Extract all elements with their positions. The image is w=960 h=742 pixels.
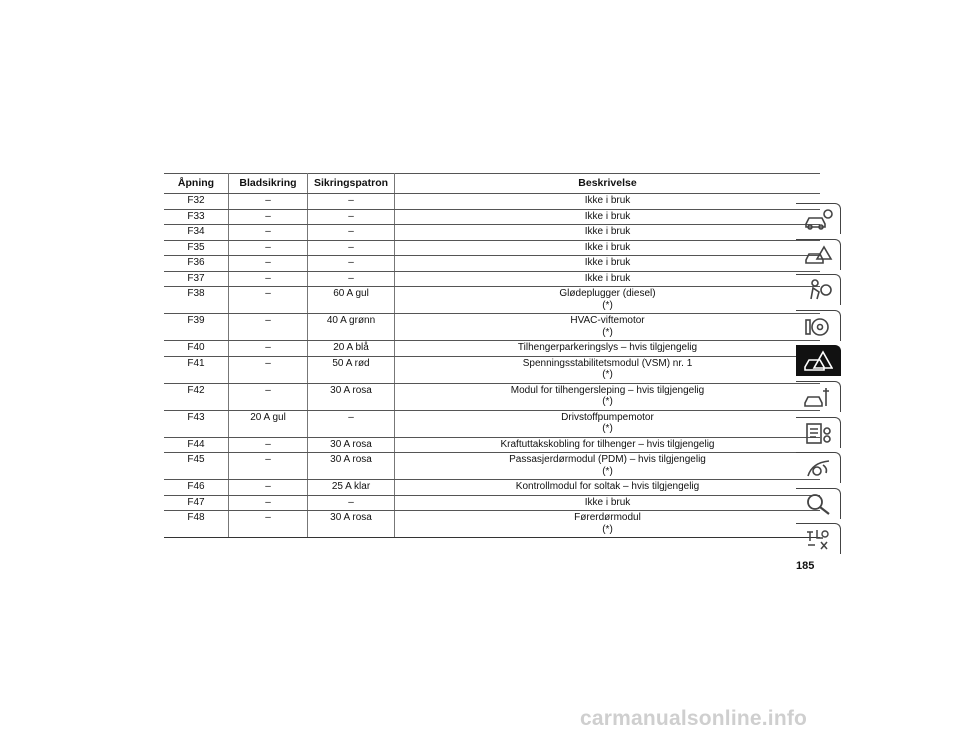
cell-blade-fuse: – [229, 209, 308, 225]
car-service-tools-icon [803, 385, 833, 409]
table-row [164, 256, 820, 272]
chapter-sidebar [796, 203, 842, 559]
table-row [164, 240, 820, 256]
cell-blade-fuse: – [229, 453, 308, 480]
sidebar-tab-language[interactable] [796, 523, 841, 554]
cell-cartridge-fuse: – [308, 495, 395, 511]
description-line: Tilhengerparkeringslys – hvis tilgjengelig [517, 342, 698, 353]
cell-cavity: F43 [164, 410, 229, 437]
cell-blade-fuse: – [229, 194, 308, 210]
table-row [164, 383, 820, 410]
description-line: Kraftuttakskobling for tilhenger – hvis tilgjengelig [500, 438, 715, 450]
description-line: (*) [602, 326, 613, 338]
cell-cavity: F40 [164, 341, 229, 357]
cell-cartridge-fuse: 25 A klar [308, 480, 395, 496]
cell-description [395, 240, 821, 256]
description-line: Ikke i bruk [584, 195, 631, 206]
header-cavity: Åpning [164, 174, 229, 194]
cell-cartridge-fuse: 50 A rød [308, 356, 395, 383]
cell-blade-fuse: – [229, 480, 308, 496]
cell-description [395, 383, 821, 410]
sidebar-tab-specifications-list[interactable] [796, 417, 841, 448]
header-cartridge-fuse: Sikringspatron [308, 174, 395, 194]
cell-blade-fuse: – [229, 271, 308, 287]
cell-blade-fuse: – [229, 383, 308, 410]
cell-description [395, 453, 821, 480]
cell-description [395, 437, 821, 453]
search-index-icon [803, 492, 833, 516]
cell-cartridge-fuse: 40 A grønn [308, 314, 395, 341]
cell-cartridge-fuse: – [308, 271, 395, 287]
cell-description [395, 194, 821, 210]
cell-cavity: F39 [164, 314, 229, 341]
cell-blade-fuse: – [229, 356, 308, 383]
table-row [164, 480, 820, 496]
cell-cartridge-fuse: 30 A rosa [308, 437, 395, 453]
cell-cartridge-fuse: – [308, 240, 395, 256]
cell-cavity: F35 [164, 240, 229, 256]
cell-blade-fuse: – [229, 287, 308, 314]
cell-cartridge-fuse: – [308, 256, 395, 272]
cell-cartridge-fuse: – [308, 225, 395, 241]
sidebar-tab-car-service-tools[interactable] [796, 381, 841, 412]
car-warning-icon [803, 243, 833, 267]
cell-blade-fuse: – [229, 511, 308, 538]
table-row [164, 314, 820, 341]
description-line: (*) [602, 423, 613, 434]
cell-cavity: F36 [164, 256, 229, 272]
table-row [164, 194, 820, 210]
cell-description [395, 511, 821, 538]
cell-blade-fuse: 20 A gul [229, 410, 308, 437]
car-emergency-icon [803, 349, 833, 373]
sidebar-tab-search-index[interactable] [796, 488, 841, 519]
sidebar-tab-car-warning[interactable] [796, 239, 841, 270]
cell-cavity: F46 [164, 480, 229, 496]
cell-description [395, 314, 821, 341]
cell-cartridge-fuse: 30 A rosa [308, 383, 395, 410]
description-line: Ikke i bruk [584, 272, 631, 284]
description-line: Førerdørmodul [574, 512, 641, 523]
description-line: (*) [602, 465, 613, 477]
cell-blade-fuse: – [229, 256, 308, 272]
sidebar-tab-steering-wheel[interactable] [796, 310, 841, 341]
table-row [164, 209, 820, 225]
cell-blade-fuse: – [229, 240, 308, 256]
cell-cartridge-fuse: 60 A gul [308, 287, 395, 314]
description-line: Modul for tilhengersleping – hvis tilgjengelig [510, 384, 705, 396]
description-line: (*) [602, 523, 613, 535]
description-line: Passasjerdørmodul (PDM) – hvis tilgjengelig [509, 454, 706, 465]
car-info-icon [803, 207, 833, 231]
cell-cavity: F41 [164, 356, 229, 383]
description-line: HVAC-viftemotor [570, 315, 645, 326]
header-description: Beskrivelse [395, 174, 821, 194]
watermark: carmanualsonline.info [580, 707, 808, 730]
table-row [164, 495, 820, 511]
table-row [164, 410, 820, 437]
description-line: Ikke i bruk [584, 210, 631, 222]
cell-cavity: F48 [164, 511, 229, 538]
cell-cartridge-fuse: 30 A rosa [308, 453, 395, 480]
page-number: 185 [796, 560, 815, 572]
table-row [164, 287, 820, 314]
cell-cavity: F45 [164, 453, 229, 480]
cell-description [395, 256, 821, 272]
cell-description [395, 495, 821, 511]
description-line: (*) [602, 369, 613, 380]
table-row [164, 225, 820, 241]
cell-cavity: F32 [164, 194, 229, 210]
multimedia-icon [803, 456, 833, 480]
description-line: Ikke i bruk [584, 257, 631, 268]
cell-cartridge-fuse: – [308, 410, 395, 437]
table-row [164, 356, 820, 383]
description-line: Glødeplugger (diesel) [559, 288, 656, 299]
description-line: Ikke i bruk [584, 496, 631, 508]
sidebar-tab-car-emergency[interactable] [796, 345, 841, 376]
cell-blade-fuse: – [229, 341, 308, 357]
cell-blade-fuse: – [229, 225, 308, 241]
sidebar-tab-car-info[interactable] [796, 203, 841, 234]
description-line: Ikke i bruk [584, 241, 631, 253]
table-row [164, 511, 820, 538]
cell-cartridge-fuse: – [308, 209, 395, 225]
cell-cavity: F33 [164, 209, 229, 225]
cell-cavity: F47 [164, 495, 229, 511]
fuse-table [164, 173, 820, 538]
cell-description [395, 410, 821, 437]
language-icon [803, 527, 833, 551]
steering-wheel-icon [803, 314, 833, 338]
cell-cavity: F38 [164, 287, 229, 314]
table-header-row [164, 174, 820, 194]
cell-cavity: F37 [164, 271, 229, 287]
cell-blade-fuse: – [229, 437, 308, 453]
specifications-list-icon [803, 421, 833, 445]
description-line: Spenningsstabilitetsmodul (VSM) nr. 1 [522, 357, 693, 369]
seat-airbag-icon [803, 278, 833, 302]
sidebar-tab-multimedia[interactable] [796, 452, 841, 483]
description-line: Ikke i bruk [584, 226, 631, 237]
cell-description [395, 209, 821, 225]
cell-description [395, 271, 821, 287]
cell-description [395, 480, 821, 496]
cell-cavity: F34 [164, 225, 229, 241]
cell-description [395, 225, 821, 241]
cell-blade-fuse: – [229, 314, 308, 341]
cell-description [395, 341, 821, 357]
table-row [164, 271, 820, 287]
header-blade-fuse: Bladsikring [229, 174, 308, 194]
cell-cavity: F44 [164, 437, 229, 453]
description-line: (*) [602, 299, 613, 311]
cell-cartridge-fuse: 20 A blå [308, 341, 395, 357]
cell-blade-fuse: – [229, 495, 308, 511]
description-line: Drivstoffpumpemotor [561, 411, 654, 423]
cell-cartridge-fuse: 30 A rosa [308, 511, 395, 538]
sidebar-tab-seat-airbag[interactable] [796, 274, 841, 305]
cell-cavity: F42 [164, 383, 229, 410]
cell-cartridge-fuse: – [308, 194, 395, 210]
table-row [164, 341, 820, 357]
description-line: Kontrollmodul for soltak – hvis tilgjengelig [515, 481, 700, 492]
table-row [164, 453, 820, 480]
cell-description [395, 287, 821, 314]
table-row [164, 437, 820, 453]
cell-description [395, 356, 821, 383]
description-line: (*) [602, 396, 613, 407]
